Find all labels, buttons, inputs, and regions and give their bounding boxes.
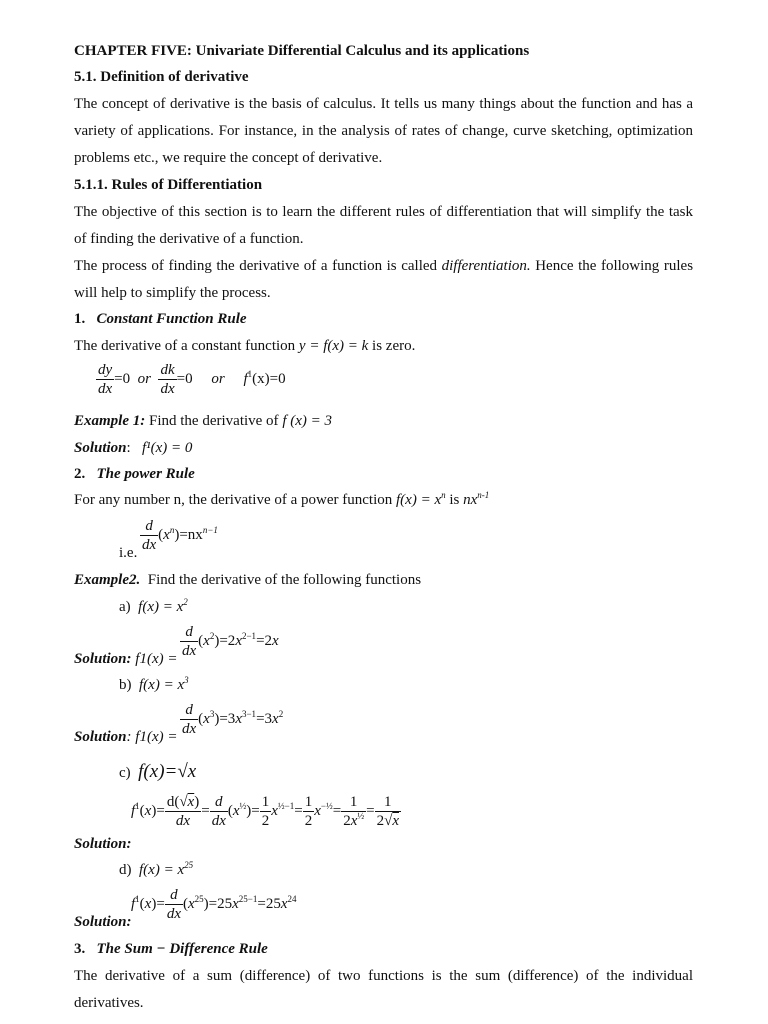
rule-heading: 2. The power Rule <box>74 466 195 482</box>
constant-rule-formula: $\frac{dy}{dx}$ =0 or $\frac{dk}{dx}$ =0 or $f^1(x)=0$ <box>98 362 286 397</box>
solution-1: Solution: f¹(x) = 0 <box>74 440 193 456</box>
part-c-equation: $f^1(x)=$ $\frac{d(√x)}{dx}$ = $\frac{d}{dx}$ $(x^{\frac{1}{2}})=$ $\frac{1}{2}$ $x^{\frac{1}{2}-1}=$ $\frac{1}{2}$ $x^{-\frac{1}{2}}=$ $\frac{1}{2x^{\frac{1}{2}}}$ = $\frac{1}{2√x}$ <box>131 794 399 829</box>
part-b-equation: $\frac{d}{dx}$ $(x^3)=3x^{3-1}=3x^2$ <box>182 702 284 737</box>
example-part-d: d) $f(x) = x^{25}$ <box>119 860 194 878</box>
paragraph-line: variety of applications. For instance, in the analysis of rates of change, curve sketching, optimization <box>74 123 693 139</box>
example-2: Example2. Find the derivative of the following functions <box>74 572 422 588</box>
rule-heading: 1. Constant Function Rule <box>74 311 247 327</box>
paragraph-line: The objective of this section is to learn the different rules of differentiation that will simplify the task <box>74 204 693 220</box>
part-b-solution: Solution: f1(x) = <box>74 729 178 745</box>
example-part-b: b) $f(x) = x^3$ <box>119 675 189 693</box>
paragraph-line: will help to simplify the process. <box>74 285 271 301</box>
part-a-solution: Solution: f1(x) = <box>74 651 178 667</box>
part-d-solution: Solution: <box>74 914 132 930</box>
example-part-c: c) f(x)=√x <box>119 761 197 782</box>
part-d-equation: $f^1(x)=$ $\frac{d}{dx}$ $(x^{25})=25x^{25-1}=25x^{24}$ <box>131 887 297 922</box>
paragraph-line: derivatives. <box>74 995 144 1011</box>
paragraph-line: of finding the derivative of a function. <box>74 231 304 247</box>
rule-statement: For any number n, the derivative of a power function $f(x) = x^n$ is $nx^{n-1}$ <box>74 490 490 508</box>
rule-statement: The derivative of a constant function y = f(x) = k is zero. <box>74 338 416 354</box>
paragraph-line: The process of finding the derivative of a function is called differentiation. Hence the following rules <box>74 258 694 274</box>
section-heading: 5.1. Definition of derivative <box>74 69 249 85</box>
rule-heading: 3. The Sum − Difference Rule <box>74 941 268 957</box>
chapter-title: CHAPTER FIVE: Univariate Differential Calculus and its applications <box>74 43 530 59</box>
paragraph-line: The concept of derivative is the basis of calculus. It tells us many things about the function and has a <box>74 96 693 112</box>
paragraph-line: problems etc., we require the concept of derivative. <box>74 150 383 166</box>
example-part-a: a) $f(x) = x^2$ <box>119 597 188 615</box>
example-1: Example 1: Find the derivative of f (x) = 3 <box>74 413 332 429</box>
part-a-equation: $\frac{d}{dx}$ $(x^2)=2x^{2-1}=2x$ <box>182 624 279 659</box>
paragraph-line: The derivative of a sum (difference) of two functions is the sum (difference) of the individual <box>74 968 693 984</box>
part-c-solution: Solution: <box>74 836 132 852</box>
power-rule-formula: $\frac{d}{dx}$ $(x^n)=nx^{n-1}$ <box>142 518 218 553</box>
ie-label: i.e. <box>119 545 138 561</box>
section-heading: 5.1.1. Rules of Differentiation <box>74 177 263 193</box>
